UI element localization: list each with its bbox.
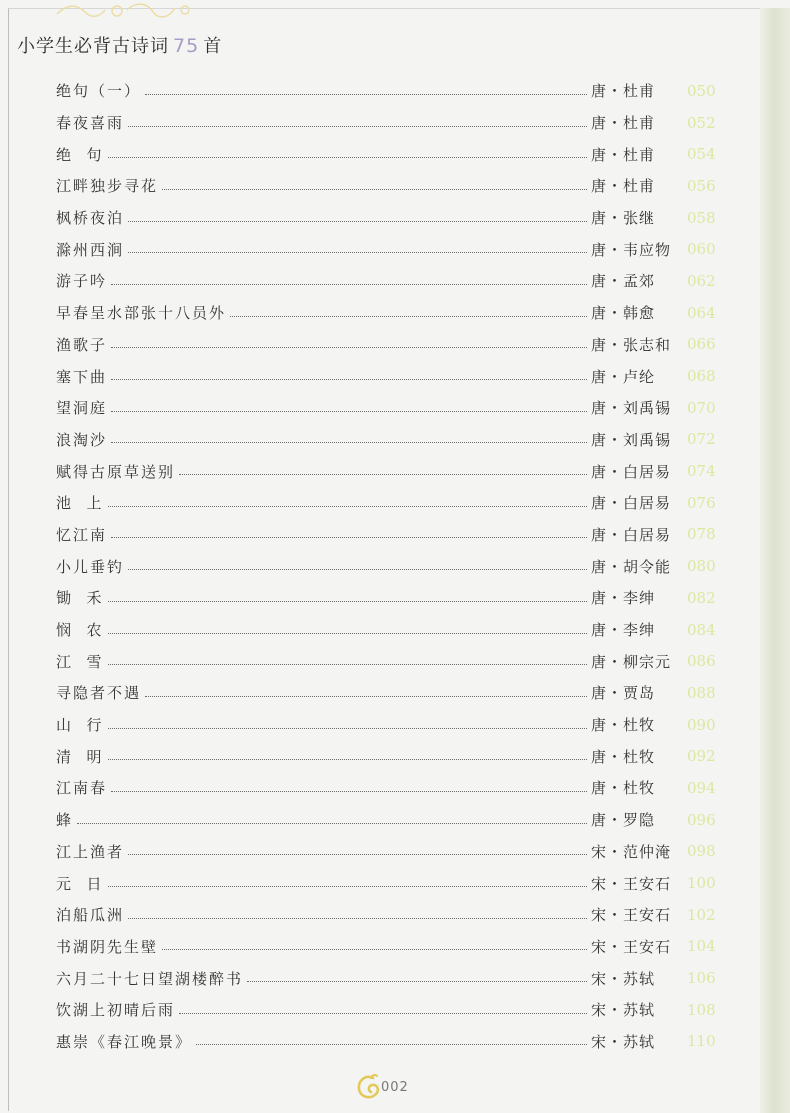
toc-entry-page-number: 100 [687, 874, 716, 893]
toc-entry-author: 唐・杜甫 [591, 114, 656, 133]
toc-entry-page-number: 094 [687, 778, 716, 797]
toc-entry[interactable] [56, 899, 721, 931]
dot-leader [128, 917, 587, 919]
toc-entry[interactable] [56, 740, 721, 772]
dot-leader [111, 790, 587, 792]
toc-entry[interactable] [56, 772, 721, 804]
toc-entry-title: 浪淘沙 [56, 430, 108, 449]
toc-entry-title: 渔歌子 [56, 335, 108, 354]
toc-entry-title: 饮湖上初晴后雨 [56, 1001, 176, 1020]
toc-entry-page-number: 076 [687, 493, 716, 512]
toc-entry[interactable] [56, 519, 721, 551]
dot-leader [111, 536, 587, 538]
toc-entry-author: 唐・刘禹锡 [591, 430, 672, 449]
toc-entry-title: 赋得古原草送别 [56, 462, 176, 481]
toc-entry[interactable] [56, 487, 721, 519]
dot-leader [247, 980, 587, 982]
toc-entry-author: 宋・苏轼 [591, 969, 656, 988]
dot-leader [108, 505, 587, 507]
toc-entry-author: 宋・苏轼 [591, 1001, 656, 1020]
toc-entry-page-number: 072 [687, 430, 716, 449]
toc-entry-title: 书湖阴先生壁 [56, 937, 159, 956]
toc-entry[interactable] [56, 75, 721, 107]
dot-leader [111, 283, 587, 285]
toc-entry-title: 惠崇《春江晚景》 [56, 1032, 193, 1051]
dot-leader [111, 441, 587, 443]
toc-entry-author: 唐・韩愈 [591, 304, 656, 323]
toc-entry-title: 滁州西涧 [56, 240, 125, 259]
dot-leader [108, 885, 587, 887]
toc-entry[interactable] [56, 1026, 721, 1058]
dot-leader [162, 188, 587, 190]
toc-entry[interactable] [56, 867, 721, 899]
toc-entry[interactable] [56, 392, 721, 424]
toc-entry-author: 唐・白居易 [591, 494, 672, 513]
toc-entry-author: 唐・李绅 [591, 589, 656, 608]
book-title-suffix: 首 [203, 36, 223, 57]
toc-entry-title: 江 雪 [56, 652, 104, 671]
toc-entry-title: 游子吟 [56, 272, 108, 291]
book-spine-shadow [760, 8, 790, 1113]
toc-entry-title: 望洞庭 [56, 399, 108, 418]
dot-leader [108, 600, 587, 602]
toc-entry-title: 山 行 [56, 716, 104, 735]
toc-entry-title: 江上渔者 [56, 842, 125, 861]
toc-entry-author: 唐・刘禹锡 [591, 399, 672, 418]
toc-entry-author: 唐・李绅 [591, 621, 656, 640]
toc-entry[interactable] [56, 360, 721, 392]
toc-entry[interactable] [56, 424, 721, 456]
toc-entry-page-number: 078 [687, 525, 716, 544]
toc-entry-page-number: 102 [687, 905, 716, 924]
toc-entry-author: 唐・柳宗元 [591, 652, 672, 671]
dot-leader [179, 1012, 587, 1014]
toc-entry-title: 江畔独步寻花 [56, 177, 159, 196]
toc-entry[interactable] [56, 233, 721, 265]
toc-entry-author: 唐・白居易 [591, 525, 672, 544]
toc-entry[interactable] [56, 138, 721, 170]
toc-entry-title: 清 明 [56, 747, 104, 766]
dot-leader [111, 346, 587, 348]
toc-entry-title: 小儿垂钓 [56, 557, 125, 576]
toc-entry[interactable] [56, 962, 721, 994]
toc-entry-page-number: 092 [687, 747, 716, 766]
toc-entry-page-number: 106 [687, 969, 716, 988]
dot-leader [145, 695, 587, 697]
dot-leader [128, 220, 587, 222]
toc-entry-page-number: 108 [687, 1000, 716, 1019]
toc-entry[interactable] [56, 709, 721, 741]
toc-entry-page-number: 074 [687, 462, 716, 481]
dot-leader [128, 568, 587, 570]
toc-entry-author: 唐・杜牧 [591, 747, 656, 766]
dot-leader [108, 758, 587, 760]
toc-entry-page-number: 088 [687, 683, 716, 702]
toc-entry[interactable] [56, 836, 721, 868]
toc-entry-page-number: 096 [687, 810, 716, 829]
toc-entry-page-number: 104 [687, 937, 716, 956]
book-title-prefix: 小学生必背古诗词 [17, 36, 169, 57]
toc-entry-title: 绝 句 [56, 145, 104, 164]
dot-leader [111, 410, 587, 412]
dot-leader [196, 1043, 587, 1045]
toc-entry-author: 宋・王安石 [591, 937, 672, 956]
table-of-contents [56, 75, 721, 1057]
toc-entry-page-number: 060 [687, 240, 716, 259]
toc-entry-author: 唐・胡令能 [591, 557, 672, 576]
toc-entry-author: 唐・卢纶 [591, 367, 656, 386]
toc-entry-title: 悯 农 [56, 621, 104, 640]
dot-leader [108, 156, 587, 158]
toc-entry-title: 元 日 [56, 874, 104, 893]
toc-entry[interactable] [56, 329, 721, 361]
toc-entry[interactable] [56, 931, 721, 963]
toc-entry-author: 唐・张继 [591, 209, 656, 228]
toc-entry-author: 唐・杜甫 [591, 145, 656, 164]
toc-entry-author: 唐・张志和 [591, 335, 672, 354]
toc-entry-page-number: 090 [687, 715, 716, 734]
toc-entry-author: 唐・韦应物 [591, 240, 672, 259]
toc-entry-title: 寻隐者不遇 [56, 684, 142, 703]
toc-entry-page-number: 062 [687, 271, 716, 290]
toc-entry-author: 唐・杜甫 [591, 82, 656, 101]
swirl-icon [355, 1072, 381, 1102]
toc-entry-author: 宋・王安石 [591, 874, 672, 893]
toc-entry-author: 唐・罗隐 [591, 811, 656, 830]
toc-entry-page-number: 052 [687, 113, 716, 132]
toc-entry-page-number: 064 [687, 303, 716, 322]
toc-entry-page-number: 098 [687, 842, 716, 861]
toc-entry-author: 宋・范仲淹 [591, 842, 672, 861]
dot-leader [128, 251, 587, 253]
book-title-count: 75 [173, 35, 200, 57]
toc-entry-author: 唐・杜甫 [591, 177, 656, 196]
toc-entry-title: 六月二十七日望湖楼醉书 [56, 969, 244, 988]
page-number: 002 [381, 1079, 409, 1095]
toc-entry-page-number: 068 [687, 367, 716, 386]
toc-entry-page-number: 066 [687, 335, 716, 354]
dot-leader [77, 822, 587, 824]
toc-entry-author: 宋・苏轼 [591, 1032, 656, 1051]
toc-entry-title: 早春呈水部张十八员外 [56, 304, 227, 323]
toc-entry-page-number: 070 [687, 398, 716, 417]
toc-entry-author: 唐・杜牧 [591, 779, 656, 798]
toc-entry-title: 池 上 [56, 494, 104, 513]
dot-leader [108, 663, 587, 665]
page-footer [355, 1072, 409, 1102]
toc-entry[interactable] [56, 107, 721, 139]
toc-entry[interactable] [56, 677, 721, 709]
toc-entry-title: 绝句（一） [56, 82, 142, 101]
toc-entry-title: 蜂 [56, 811, 74, 830]
dot-leader [230, 315, 587, 317]
toc-entry-page-number: 110 [687, 1032, 716, 1051]
dot-leader [145, 93, 587, 95]
toc-entry[interactable] [56, 170, 721, 202]
toc-entry-page-number: 058 [687, 208, 716, 227]
toc-entry-page-number: 080 [687, 557, 716, 576]
toc-entry-title: 塞下曲 [56, 367, 108, 386]
toc-entry-title: 泊船瓜洲 [56, 906, 125, 925]
toc-entry-author: 唐・孟郊 [591, 272, 656, 291]
toc-entry-title: 春夜喜雨 [56, 114, 125, 133]
toc-entry[interactable] [56, 582, 721, 614]
dot-leader [179, 473, 587, 475]
toc-entry[interactable] [56, 455, 721, 487]
dot-leader [108, 632, 587, 634]
toc-entry-author: 宋・王安石 [591, 906, 672, 925]
toc-entry-title: 枫桥夜泊 [56, 209, 125, 228]
toc-entry[interactable] [56, 804, 721, 836]
toc-entry[interactable] [56, 202, 721, 234]
toc-entry[interactable] [56, 550, 721, 582]
toc-entry-page-number: 056 [687, 176, 716, 195]
toc-entry-title: 锄 禾 [56, 589, 104, 608]
book-title [17, 32, 222, 58]
toc-entry[interactable] [56, 265, 721, 297]
toc-entry[interactable] [56, 994, 721, 1026]
floral-ornament-icon [55, 0, 195, 22]
dot-leader [162, 948, 587, 950]
toc-entry-page-number: 084 [687, 620, 716, 639]
dot-leader [128, 853, 587, 855]
dot-leader [108, 727, 587, 729]
toc-entry[interactable] [56, 297, 721, 329]
toc-entry-author: 唐・杜牧 [591, 716, 656, 735]
toc-entry-title: 江南春 [56, 779, 108, 798]
toc-entry-page-number: 082 [687, 588, 716, 607]
toc-entry-page-number: 086 [687, 652, 716, 671]
toc-entry-author: 唐・白居易 [591, 462, 672, 481]
toc-entry[interactable] [56, 614, 721, 646]
toc-entry-author: 唐・贾岛 [591, 684, 656, 703]
dot-leader [111, 378, 587, 380]
dot-leader [128, 125, 587, 127]
toc-entry-page-number: 054 [687, 145, 716, 164]
toc-entry[interactable] [56, 645, 721, 677]
toc-entry-title: 忆江南 [56, 525, 108, 544]
toc-entry-page-number: 050 [687, 81, 716, 100]
